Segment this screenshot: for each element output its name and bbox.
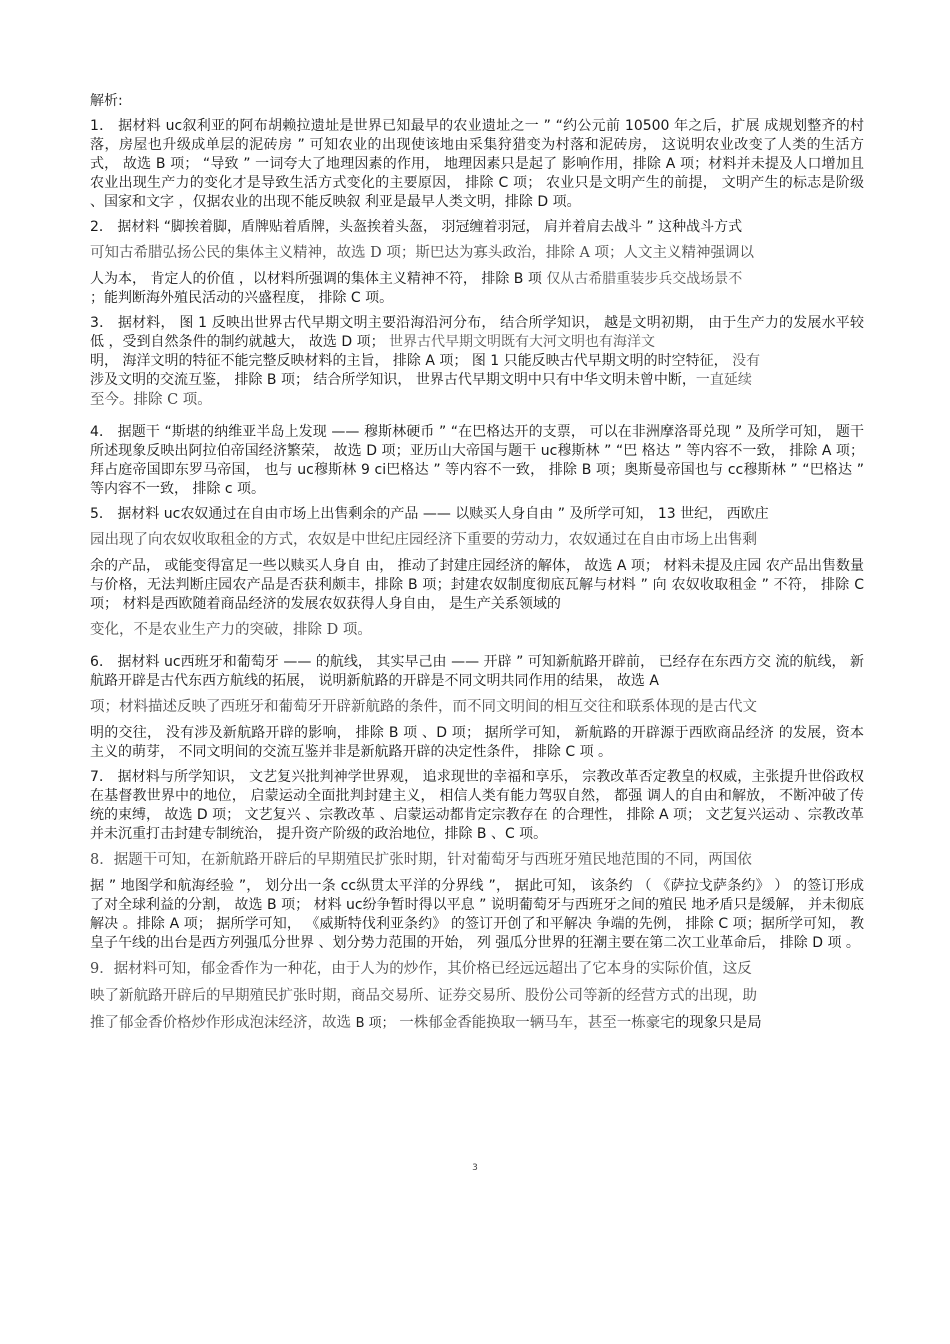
answer-2-text: 人为本， 肯定人的价值 ，以材料所强调的集体主义精神不符， 排除 B 项	[90, 271, 547, 287]
answer-8-line-1: 8．据题干可知，在新航路开辟后的早期殖民扩张时期，针对葡萄牙与西班牙殖民地范围的不同，两国依	[90, 852, 752, 868]
answer-3-line-4: 至今。排除 C 项。	[90, 392, 212, 408]
answer-3-line-1	[90, 314, 864, 352]
answer-9-line-3	[90, 1013, 864, 1034]
page-number: 3	[472, 1163, 478, 1173]
answer-6-line-2: 项；材料描述反映了西班牙和葡萄牙开辟新航路的条件，而不同文明间的相互交往和联系体现的是古代文	[90, 699, 757, 715]
answer-2-serif: 仅从古希腊重装步兵交战场景不	[546, 271, 743, 287]
answer-5-line-2: 园出现了向农奴收取租金的方式，农奴是中世纪庄园经济下重要的劳动力，农奴通过在自由市场上出售剩	[90, 532, 757, 548]
answer-2-line-1: 2． 据材料 “脚挨着脚，盾牌贴着盾牌，头盔挨着头盔， 羽冠缠着羽冠， 肩并着肩去战斗 ” 这种战斗方式	[90, 219, 743, 235]
answer-9-text-tail: 的现象只是局	[674, 1015, 762, 1031]
answer-3-text-c: 涉及文明的交流互鉴， 排除 B 项； 结合所学知识， 世界古代早期文明中只有中华文明未曾中断，	[90, 372, 696, 388]
answer-3-line-2	[90, 352, 864, 371]
document-page	[90, 92, 864, 1034]
answer-7: 7． 据材料与所学知识， 文艺复兴批判神学世界观， 追求现世的幸福和享乐， 宗教改革否定教皇的权威，主张提升世俗政权在基督教世界中的地位， 启蒙运动全面批判封建主义， 相信人类有能力驾驭自然， 都强 调人的自由和解放， 不断冲破了传统的束缚， 故选 D 项； 文艺复兴 、宗教改革 、启蒙运动都肯定宗教存在 的合理性， 排除 A 项； 文艺复兴运动 、宗教改革并未沉重打击封建专制统治， 提升资产阶级的政治地位，排除 B 、C 项。	[90, 769, 864, 842]
answer-2-line-4: ；能判断海外殖民活动的兴盛程度， 排除 C 项。	[90, 290, 394, 306]
answer-6-line-3: 明的交往， 没有涉及新航路开辟的影响， 排除 B 项 、D 项； 据所学可知， 新航路的开辟源于西欧商品经济 的发展，资本主义的萌芽， 不同文明间的交流互鉴并非是新航路开辟的决定性条件， 排除 C 项 。	[90, 725, 864, 760]
answer-3-line-3	[90, 371, 864, 390]
answer-2-line-2: 可知古希腊弘扬公民的集体主义精神，故选 D 项；斯巴达为寡头政治，排除 A 项；人文主义精神强调以	[90, 245, 755, 261]
answer-9-text-b: 一株郁金香能换取一辆马车，甚至一栋豪宅	[394, 1015, 675, 1031]
answer-9-option: B 项；	[355, 1016, 395, 1031]
answer-6-line-1: 6． 据材料 uc西班牙和葡萄牙 —— 的航线， 其实早己由 —— 开辟 ” 可知新航路开辟前， 已经存在东西方交 流的航线， 新航路开辟是古代东西方航线的拓展， 说明新航路的开辟是不同文明共同作用的结果， 故选 A	[90, 654, 864, 689]
answer-3-serif-b: 没有	[732, 353, 761, 369]
answer-3-text-a: 3． 据材料， 图 1 反映出世界古代早期文明主要沿海沿河分布， 结合所学知识， 越是文明初期， 由于生产力的发展水平较低 ，受到自然条件的制约就越大， 故选 D 项；	[90, 315, 864, 350]
answer-5-line-4: 变化，不是农业生产力的突破，排除 D 项。	[90, 622, 372, 638]
answer-9-line-1: 9．据材料可知，郁金香作为一种花，由于人为的炒作，其价格已经远远超出了它本身的实际价值，这反	[90, 961, 752, 977]
answer-3-serif-a: 世界古代早期文明既有大河文明也有海洋文	[389, 334, 656, 350]
answer-1: 1． 据材料 uc叙利亚的阿布胡赖拉遗址是世界已知最早的农业遗址之一 ” “约公元前 10500 年之后，扩展 成规划整齐的村落，房屋也升级成单层的泥砖房 ” 可知农业的出现使该地由采集狩猎变为村落和泥砖房， 这说明农业改变了人类的生活方式， 故选 B 项； “导致 ” 一词夸大了地理因素的作用， 地理因素只是起了 影响作用，排除 A 项；材料并未提及人口增加且农业出现生产力的变化才是导致生活方式变化的主要原因， 排除 C 项； 农业只是文明产生的前提， 文明产生的标志是阶级 、国家和文字 ，仅据农业的出现不能反映叙 利亚是最早人类文明，排除 D 项。	[90, 118, 864, 210]
answer-9-text-a: 推了郁金香价格炒作形成泡沫经济，故选	[90, 1015, 356, 1031]
answer-3-text-b: 明， 海洋文明的特征不能完整反映材料的主旨， 排除 A 项； 图 1 只能反映古代早期文明的时空特征，	[90, 353, 733, 369]
answer-9-line-2: 映了新航路开辟后的早期殖民扩张时期，商品交易所、证券交易所、股份公司等新的经营方式的出现，助	[90, 988, 757, 1004]
section-heading: 解析:	[90, 93, 123, 109]
answer-5-line-3: 余的产品， 或能变得富足一些以赎买人身自 由， 推动了封建庄园经济的解体， 故选 A 项； 材料未提及庄园 农产品出售数量与价格，无法判断庄园农产品是否获利颇丰，排除 B 项；封建农奴制度彻底瓦解与材料 ” 向 农奴收取租金 ” 不符， 排除 C 项； 材料是西欧随着商品经济的发展农奴获得人身自由， 是生产关系领域的	[90, 558, 864, 612]
answer-2-line-3	[90, 270, 864, 289]
answer-5-line-1: 5． 据材料 uc农奴通过在自由市场上出售剩余的产品 —— 以赎买人身自由 ” 及所学可知， 13 世纪， 西欧庄	[90, 506, 769, 522]
answer-8-line-2: 据 ” 地图学和航海经验 ”， 划分出一条 cc纵贯太平洋的分界线 ”， 据此可知， 该条约 （ 《萨拉戈萨条约》 ） 的签订形成了对全球利益的分割， 故选 B 项； 材料 uc纷争暂时得以平息 ” 说明葡萄牙与西班牙之间的殖民 地矛盾只是缓解， 并未彻底解决 。排除 A 项； 据所学可知， 《威斯特伐利亚条约》 的签订开创了和平解决 争端的先例， 排除 C 项；据所学可知， 教皇子午线的出台是西方列强瓜分世界 、划分势力范围的开始， 列 强瓜分世界的狂潮主要在第二次工业革命后， 排除 D 项 。	[90, 878, 864, 951]
answer-3-serif-c: 一直延续	[695, 372, 752, 388]
answer-4: 4． 据题干 “斯堪的纳维亚半岛上发现 —— 穆斯林硬币 ” “在巴格达开的支票， 可以在非洲摩洛哥兑现 ” 及所学可知， 题干所述现象反映出阿拉伯帝国经济繁荣， 故选 D 项；亚历山大帝国与题干 uc穆斯林 ” “巴 格达 ” 等内容不一致， 排除 A 项；拜占庭帝国即东罗马帝国， 也与 uc穆斯林 9 ci巴格达 ” 等内容不一致， 排除 B 项；奥斯曼帝国也与 cc穆斯林 ” “巴格达 ” 等内容不一致， 排除 c 项。	[90, 424, 864, 497]
